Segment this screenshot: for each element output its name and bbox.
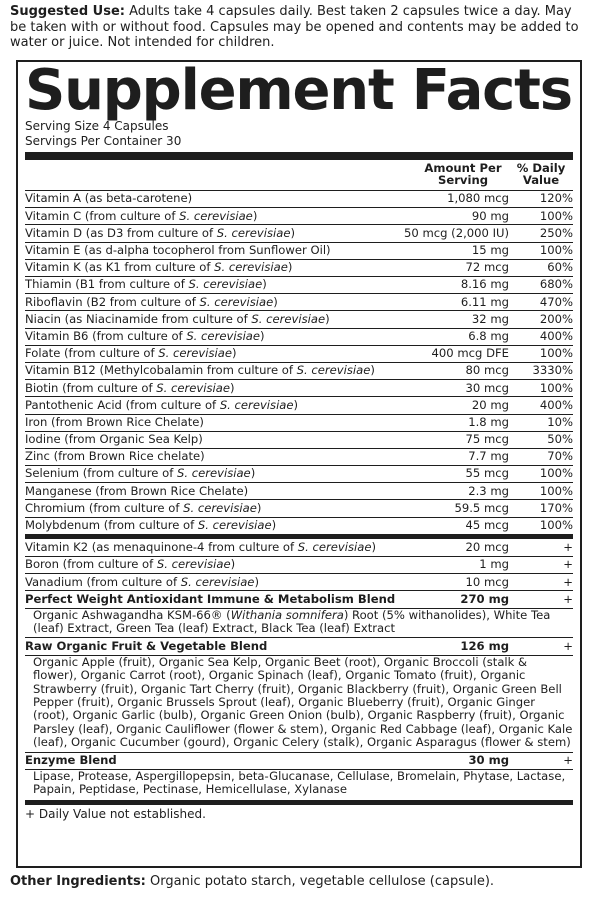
nutrient-daily-value: 100%	[539, 380, 573, 395]
nutrient-name	[25, 382, 397, 395]
nutrient-name	[25, 313, 397, 326]
suggested-use-text: Adults take 4 capsules daily. Best taken 2 capsules twice a day. May be taken with or without food. Capsules may be opened and contents may be added to water or juice. Not intended for children.	[10, 4, 579, 51]
nutrient-name	[25, 296, 397, 309]
nutrient-name-text: Zinc (from Brown Rice chelate)	[25, 450, 205, 464]
serving-size: Serving Size 4 Capsules	[25, 119, 169, 133]
nutrient-amount: 400 mcg DFE	[431, 346, 509, 361]
nutrient-name-text: Vitamin A (as beta-carotene)	[25, 192, 193, 206]
nutrient-name	[25, 364, 397, 377]
nutrient-name	[25, 576, 397, 589]
nutrient-name-latin: S. cerevisiae	[158, 347, 232, 361]
nutrient-row	[25, 328, 573, 345]
nutrient-name-text: Iron (from Brown Rice Chelate)	[25, 415, 204, 429]
nutrient-row	[25, 259, 573, 276]
nutrient-list	[25, 190, 573, 534]
nutrient-name-text: Vitamin B6 (from culture of	[25, 329, 187, 343]
blend-row	[25, 637, 573, 654]
nutrient-name	[25, 210, 397, 223]
nutrient-name-latin: S. cerevisiae	[219, 398, 294, 412]
nutrient-name	[25, 330, 397, 343]
nutrient-name	[25, 244, 397, 257]
nutrient-name-text: Selenium (from culture of	[25, 467, 177, 481]
nutrient-amount: 75 mcg	[465, 432, 509, 447]
nutrient-amount: 6.8 mg	[468, 328, 509, 343]
nutrient-row	[25, 293, 573, 310]
nutrient-name-latin: S. cerevisiae	[216, 226, 291, 240]
nutrient-amount: 50 mcg (2,000 IU)	[404, 225, 509, 240]
nutrient-daily-value: 120%	[539, 191, 573, 206]
nutrient-daily-value: 100%	[539, 466, 573, 481]
blend-name: Perfect Weight Antioxidant Immune & Metabolism Blend	[25, 592, 396, 606]
nutrient-daily-value: 100%	[539, 208, 573, 223]
nutrient-daily-value: 200%	[539, 311, 573, 326]
nutrient-daily-value: 100%	[539, 483, 573, 498]
nutrient-amount: 32 mg	[471, 311, 509, 326]
blend-row	[25, 752, 573, 769]
nutrient-daily-value: +	[563, 557, 573, 572]
nutrient-name-text: Vitamin E (as d-alpha tocopherol from Sunflower Oil)	[25, 244, 331, 258]
nutrient-name-latin: S. cerevisiae	[180, 575, 255, 589]
nutrient-name-text: Vanadium (from culture of	[25, 575, 181, 589]
nutrient-daily-value: +	[563, 574, 573, 589]
nutrient-name-text: )	[370, 364, 375, 378]
other-ingredients-label: Other Ingredients:	[10, 874, 146, 889]
nutrient-row	[25, 310, 573, 327]
blend-amount: 126 mg	[460, 638, 509, 653]
nutrient-daily-value: 170%	[539, 500, 573, 515]
nutrient-amount: 80 mcg	[465, 363, 509, 378]
nutrient-name-latin: S. cerevisiae	[188, 278, 263, 292]
nutrient-amount: 7.7 mg	[468, 449, 509, 464]
nutrient-name-text: )	[256, 501, 262, 515]
nutrient-name-text: )	[230, 381, 235, 395]
nutrient-name-text: Iodine (from Organic Sea Kelp)	[25, 433, 203, 447]
blend-row	[25, 590, 573, 607]
nutrient-daily-value: 250%	[539, 225, 573, 240]
nutrient-amount: 15 mg	[471, 243, 509, 258]
blend-name: Raw Organic Fruit & Vegetable Blend	[25, 639, 268, 653]
nutrient-amount: 1 mg	[479, 557, 509, 572]
nutrient-name	[25, 416, 397, 429]
nutrient-name	[25, 467, 397, 480]
nutrient-name	[25, 399, 397, 412]
nutrient-row	[25, 431, 573, 448]
footnote: + Daily Value not established.	[25, 806, 206, 821]
nutrient-amount: 8.16 mg	[460, 277, 509, 292]
blend-ingredients: Organic Apple (fruit), Organic Sea Kelp, Organic Beet (root), Organic Broccoli (stalk & flower), Organic Carrot (root), Organic Spinach (leaf), Organic Tomato (fruit), Organic Strawberry (fruit), Organic Tart Cherry (fruit), Organic Blackberry (fruit), Organic Green Bell Pepper (fruit), Organic Brussels Sprout (leaf), Organic Blueberry (fruit), Organic Ginger (root), Organic Garlic (bulb), Organic Green Onion (bulb), Organic Raspberry (fruit), Organic Parsley (leaf), Organic Cauliflower (flower & stem), Organic Red Cabbage (leaf), Organic Kale (leaf), Organic Cucumber (gourd), Organic Celery (stalk), Organic Asparagus (flower & stem)	[25, 655, 573, 752]
nutrient-amount: 20 mcg	[465, 539, 509, 554]
nutrient-row	[25, 345, 573, 362]
nutrient-name-text: Riboflavin (B2 from culture of	[25, 295, 200, 309]
nutrient-name-text: Biotin (from culture of	[25, 381, 157, 395]
nutrient-daily-value: 3330%	[532, 363, 573, 378]
nutrient-name-latin: S. cerevisiae	[179, 209, 253, 223]
nutrient-daily-value: 100%	[539, 518, 573, 533]
blend-dv: +	[563, 638, 573, 653]
nutrient-row	[25, 242, 573, 259]
nutrient-name-text: Pantothenic Acid (from culture of	[25, 398, 220, 412]
nutrient-row	[25, 224, 573, 241]
nutrient-daily-value: 10%	[547, 414, 573, 429]
suggested-use	[0, 0, 595, 58]
nutrient-name-text: )	[230, 558, 236, 572]
nutrient-name-latin: S. cerevisiae	[199, 295, 274, 309]
nutrient-daily-value: +	[563, 539, 573, 554]
nutrient-name	[25, 541, 397, 554]
nutrient-name-latin: S. cerevisiae	[183, 501, 257, 515]
blend-amount: 30 mg	[468, 753, 509, 768]
nutrient-name	[25, 278, 397, 291]
other-ingredients	[10, 874, 494, 889]
blend-dv: +	[563, 591, 573, 606]
nutrient-amount: 90 mg	[471, 208, 509, 223]
nutrient-name-latin: S. cerevisiae	[186, 329, 261, 343]
nutrient-name-text: Molybdenum (from culture of	[25, 519, 198, 533]
nutrient-daily-value: 400%	[539, 328, 573, 343]
nutrient-name-text: Vitamin K2 (as menaquinone-4 from culture of	[25, 540, 298, 554]
nutrient-row	[25, 465, 573, 482]
nutrient-row	[25, 276, 573, 293]
nutrient-name-text: )	[231, 347, 237, 361]
nutrient-daily-value: 400%	[539, 397, 573, 412]
nutrient-name-text: )	[325, 312, 330, 326]
blend-ingredients-text: Organic Ashwagandha KSM-66® (	[33, 607, 231, 622]
nutrient-name-latin: S. cerevisiae	[156, 558, 231, 572]
nutrient-name	[25, 519, 397, 532]
supplement-facts-panel	[16, 60, 582, 868]
nutrient-amount: 72 mcg	[465, 260, 509, 275]
blend-ingredients-latin: Withania somnifera	[230, 607, 344, 622]
daily-value-header: % Daily Value	[516, 160, 566, 188]
nutrient-daily-value: 100%	[539, 346, 573, 361]
nutrient-name-text: Niacin (as Niacinamide from culture of	[25, 312, 252, 326]
nutrient-row	[25, 379, 573, 396]
blend-ingredients: Lipase, Protease, Aspergillopepsin, beta-Glucanase, Cellulase, Bromelain, Phytase, Lactase, Papain, Peptidase, Pectinase, Hemicellulase, Xylanase	[25, 769, 573, 799]
nutrient-row	[25, 362, 573, 379]
nutrient-name-latin: S. cerevisiae	[197, 519, 272, 533]
nutrient-name-text: Folate (from culture of	[25, 347, 159, 361]
nutrient-amount: 20 mg	[471, 397, 509, 412]
blend-name: Enzyme Blend	[25, 754, 117, 768]
nutrient-daily-value: 60%	[547, 260, 573, 275]
nutrient-name-text: Vitamin D (as D3 from culture of	[25, 226, 217, 240]
nutrient-name-text: Boron (from culture of	[25, 558, 157, 572]
nutrient-name-latin: S. cerevisiae	[251, 312, 326, 326]
nutrient-name-text: )	[260, 329, 265, 343]
nutrient-name-text: )	[262, 278, 267, 292]
nutrient-name-text: Thiamin (B1 from culture of	[25, 278, 189, 292]
nutrient-row	[25, 448, 573, 465]
servings-per-container: Servings Per Container 30	[25, 133, 182, 148]
nutrient-name-latin: S. cerevisiae	[156, 381, 231, 395]
nutrient-daily-value: 100%	[539, 243, 573, 258]
column-headers	[25, 160, 573, 191]
nutrient-amount: 59.5 mcg	[454, 500, 509, 515]
nutrient-row	[25, 499, 573, 516]
panel-title: Supplement Facts	[25, 58, 572, 123]
nutrient-name-text: Vitamin K (as K1 from culture of	[25, 261, 215, 275]
nutrient-name	[25, 227, 397, 240]
nutrient-name-text: )	[273, 295, 278, 309]
nutrient-name-latin: S. cerevisiae	[297, 540, 372, 554]
nutrient-name-text: )	[371, 540, 377, 554]
nutrient-amount: 1.8 mg	[468, 414, 509, 429]
nutrient-amount: 6.11 mg	[460, 294, 509, 309]
nutrient-daily-value: 50%	[547, 432, 573, 447]
nutrient-row	[25, 517, 573, 534]
blend-ingredients-text: ) Root (5% withanolides), White Tea (leaf) Extract, Green Tea (leaf) Extract, Black Tea (leaf) Extract	[33, 607, 551, 636]
nutrient-name-text: Chromium (from culture of	[25, 501, 184, 515]
nutrient-daily-value: 680%	[539, 277, 573, 292]
nutrient-amount: 1,080 mcg	[447, 191, 509, 206]
nutrient-name-text: )	[254, 575, 259, 589]
nutrient-row	[25, 539, 573, 556]
nutrient-name-text: )	[271, 519, 277, 533]
nutrient-name-text: )	[290, 226, 295, 240]
nutrient-name-text: )	[293, 398, 299, 412]
nutrient-name-text: )	[250, 467, 256, 481]
nutrient-name-latin: S. cerevisiae	[214, 261, 288, 275]
blend-amount: 270 mg	[460, 591, 509, 606]
nutrient-name	[25, 192, 397, 205]
nutrient-row	[25, 396, 573, 413]
nutrient-name-text: Vitamin B12 (Methylcobalamin from culture of	[25, 364, 297, 378]
amount-header: Amount Per Serving	[424, 160, 502, 188]
nutrient-row	[25, 414, 573, 431]
nutrient-name	[25, 485, 397, 498]
blend-dv: +	[563, 753, 573, 768]
nutrient-row	[25, 573, 573, 590]
nutrient-name-text: Vitamin C (from culture of	[25, 209, 180, 223]
nutrient-name-text: )	[252, 209, 258, 223]
divider-thick	[25, 152, 573, 160]
nutrient-name	[25, 261, 397, 274]
nutrient-amount: 30 mcg	[465, 380, 509, 395]
nutrient-amount: 45 mcg	[465, 518, 509, 533]
nutrient-row	[25, 190, 573, 207]
nutrient-daily-value: 70%	[547, 449, 573, 464]
nutrient-name-latin: S. cerevisiae	[296, 364, 371, 378]
other-nutrient-list	[25, 539, 573, 591]
nutrient-name	[25, 558, 397, 571]
nutrient-row	[25, 482, 573, 499]
nutrient-name	[25, 450, 397, 463]
suggested-use-label: Suggested Use:	[10, 4, 125, 19]
nutrient-name	[25, 433, 397, 446]
nutrient-amount: 10 mcg	[465, 574, 509, 589]
nutrient-amount: 2.3 mg	[468, 483, 509, 498]
other-ingredients-text: Organic potato starch, vegetable cellulose (capsule).	[150, 874, 495, 889]
blend-ingredients	[25, 608, 573, 638]
nutrient-name-text: )	[287, 261, 293, 275]
nutrient-row	[25, 207, 573, 224]
nutrient-name-text: Manganese (from Brown Rice Chelate)	[25, 484, 249, 498]
nutrient-name	[25, 502, 397, 515]
nutrient-row	[25, 556, 573, 573]
nutrient-name	[25, 347, 397, 360]
nutrient-amount: 55 mcg	[465, 466, 509, 481]
nutrient-daily-value: 470%	[539, 294, 573, 309]
nutrient-name-latin: S. cerevisiae	[176, 467, 251, 481]
